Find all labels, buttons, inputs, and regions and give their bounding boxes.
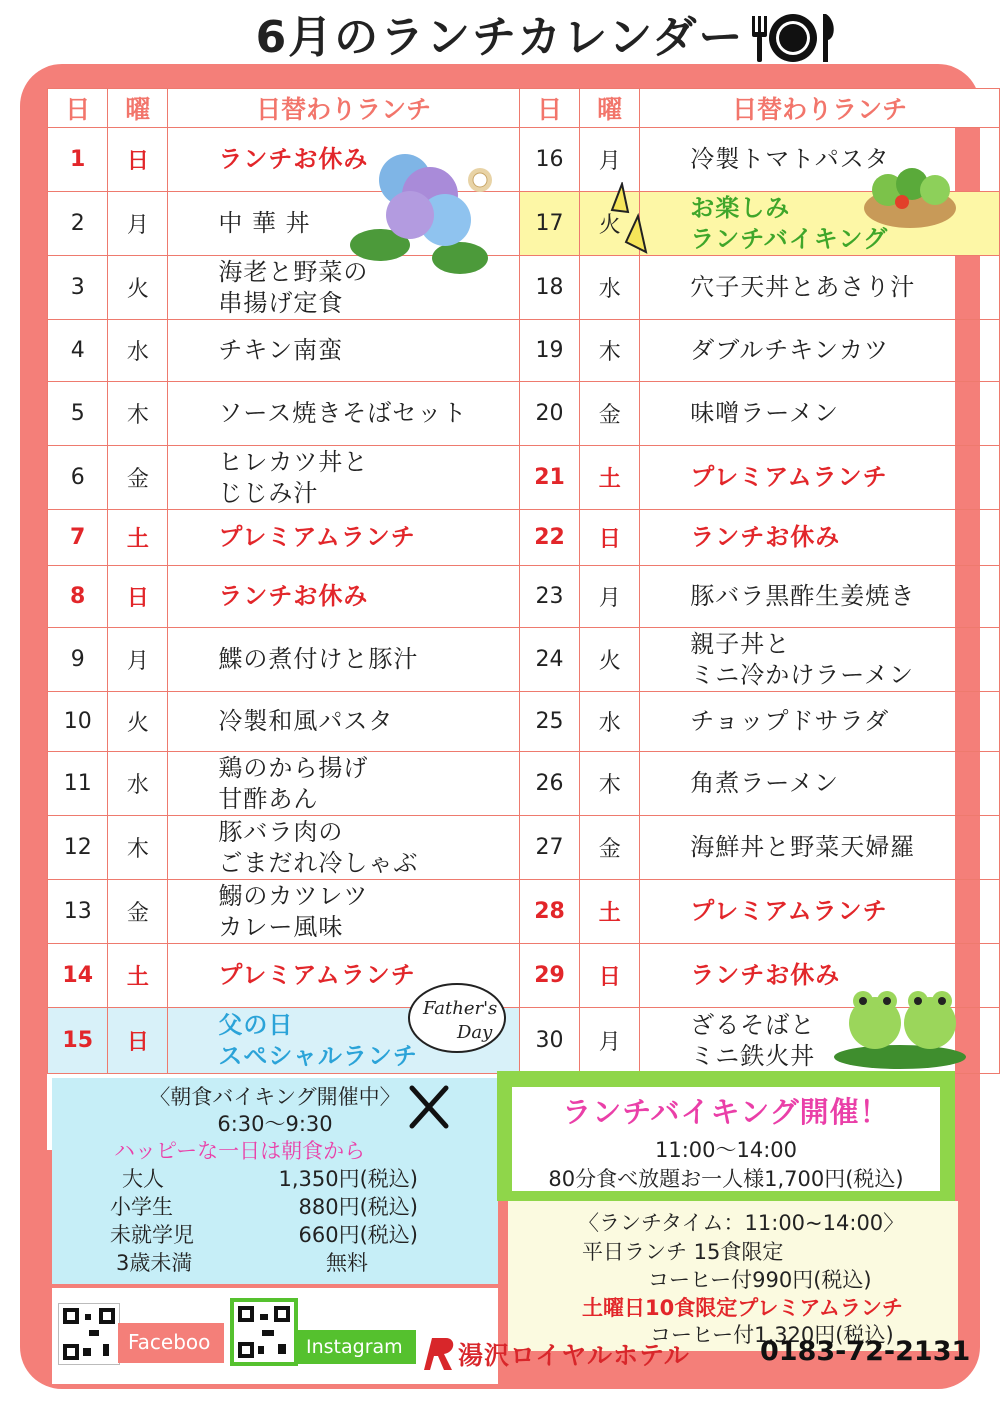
day-number: 19	[519, 320, 579, 382]
menu-line: 豚バラ黒酢生姜焼き	[690, 582, 916, 610]
weekday: 月	[108, 192, 168, 256]
fork-knife-icon	[408, 1084, 450, 1130]
day-number: 21	[519, 446, 579, 510]
day-number: 14	[48, 944, 108, 1008]
weekday: 木	[108, 816, 168, 880]
menu-line: お楽しみ	[690, 193, 791, 222]
menu-line: 海老と野菜の	[218, 257, 369, 286]
weekday: 水	[108, 752, 168, 816]
calendar-header-row	[48, 89, 1000, 128]
menu-cell	[168, 566, 519, 628]
sparkle-icon	[608, 182, 652, 254]
menu-cell	[640, 510, 1000, 566]
menu-line: プレミアムランチ	[690, 463, 888, 491]
menu-cell	[168, 692, 519, 752]
day-number: 11	[48, 752, 108, 816]
day-number: 3	[48, 256, 108, 320]
frogs-illustration	[830, 965, 975, 1070]
menu-line: ソース焼きそばセット	[218, 399, 468, 427]
instagram-link[interactable]: Instagram	[296, 1330, 416, 1364]
plate-cutlery-icon	[748, 12, 838, 64]
weekday: 金	[580, 816, 640, 880]
day-number: 10	[48, 692, 108, 752]
weekday: 火	[580, 192, 640, 256]
weekday: 月	[580, 1008, 640, 1074]
calendar-row	[48, 880, 1000, 944]
weekday: 水	[580, 692, 640, 752]
menu-cell	[640, 382, 1000, 446]
price-label: 未就学児	[110, 1223, 194, 1247]
facebook-link[interactable]: Faceboo	[118, 1323, 224, 1363]
day-number: 7	[48, 510, 108, 566]
menu-line: 親子丼と	[690, 629, 791, 658]
weekday: 日	[108, 566, 168, 628]
phone-number: 0183-72-2131	[760, 1336, 971, 1367]
weekday: 木	[580, 752, 640, 816]
day-number: 16	[519, 128, 579, 192]
day-number: 4	[48, 320, 108, 382]
menu-line: 角煮ラーメン	[690, 769, 840, 797]
menu-cell	[168, 752, 519, 816]
calendar-row	[48, 692, 1000, 752]
menu-line: ざるそばと	[690, 1010, 816, 1039]
breakfast-title: 〈朝食バイキング開催中〉	[149, 1085, 401, 1109]
price-value: 660円(税込)	[298, 1223, 418, 1247]
weekday: 月	[580, 566, 640, 628]
menu-line: ランチお休み	[690, 523, 841, 551]
menu-line: 中 華 丼	[218, 209, 311, 237]
weekday: 火	[108, 256, 168, 320]
menu-line: ダブルチキンカツ	[690, 336, 890, 364]
svg-text:Day: Day	[457, 1022, 493, 1043]
menu-line: ランチお休み	[218, 145, 369, 173]
menu-line: じじみ汁	[218, 478, 319, 507]
calendar-row	[48, 752, 1000, 816]
menu-cell	[640, 816, 1000, 880]
menu-line: 冷製トマトパスタ	[690, 145, 890, 173]
menu-line: ランチお休み	[218, 582, 369, 610]
menu-cell	[168, 320, 519, 382]
weekday: 木	[580, 320, 640, 382]
weekday: 土	[108, 944, 168, 1008]
instagram-qr-code[interactable]	[230, 1298, 298, 1366]
header-weekday: 曜	[108, 89, 168, 128]
qr-code-icon	[59, 1304, 119, 1364]
day-number: 15	[48, 1008, 108, 1074]
menu-line: 鶏のから揚げ	[218, 753, 369, 782]
calendar-row	[48, 446, 1000, 510]
weekday: 土	[580, 446, 640, 510]
menu-cell	[640, 752, 1000, 816]
price-label: 3歳未満	[116, 1251, 193, 1275]
calendar-row	[48, 382, 1000, 446]
day-number: 5	[48, 382, 108, 446]
menu-cell	[640, 320, 1000, 382]
menu-line: プレミアムランチ	[218, 523, 416, 551]
svg-text:Father's: Father's	[423, 998, 498, 1019]
menu-cell	[168, 628, 519, 692]
price-label: 小学生	[110, 1195, 173, 1219]
weekday: 日	[580, 510, 640, 566]
calendar-row	[48, 128, 1000, 192]
day-number: 9	[48, 628, 108, 692]
menu-line: ミニ冷かけラーメン	[690, 660, 915, 689]
weekday: 日	[108, 128, 168, 192]
day-number: 23	[519, 566, 579, 628]
day-number: 12	[48, 816, 108, 880]
lunch-time-title: 〈ランチタイム：11:00~14:00〉	[578, 1211, 905, 1235]
menu-cell	[168, 510, 519, 566]
menu-line: カレー風味	[218, 912, 344, 941]
breakfast-slogan: ハッピーな一日は朝食から	[114, 1139, 366, 1163]
menu-cell	[640, 628, 1000, 692]
menu-cell	[640, 256, 1000, 320]
day-number: 6	[48, 446, 108, 510]
calendar-row	[48, 628, 1000, 692]
weekday: 水	[108, 320, 168, 382]
weekday-lunch-price: コーヒー付990円(税込)	[648, 1268, 872, 1292]
header-menu: 日替わりランチ	[168, 89, 519, 128]
page-title: 6月のランチカレンダー	[255, 12, 745, 63]
menu-line: 穴子天丼とあさり汁	[690, 273, 916, 301]
weekday-lunch: 平日ランチ 15食限定	[582, 1240, 784, 1264]
calendar-body	[48, 128, 1000, 1074]
day-number: 27	[519, 816, 579, 880]
header-day: 日	[519, 89, 579, 128]
day-number: 1	[48, 128, 108, 192]
weekday: 月	[108, 628, 168, 692]
weekday: 火	[108, 692, 168, 752]
menu-line: 鰈の煮付けと豚汁	[218, 645, 419, 673]
day-number: 30	[519, 1008, 579, 1074]
menu-line: スペシャルランチ	[218, 1041, 418, 1070]
header-day: 日	[48, 89, 108, 128]
salad-bowl-illustration	[860, 168, 960, 230]
hotel-name: 湯沢ロイヤルホテル	[458, 1341, 690, 1370]
calendar-row	[48, 256, 1000, 320]
menu-line: 豚バラ肉の	[218, 817, 344, 846]
lunch-buffet-title: ランチバイキング開催！	[562, 1095, 890, 1129]
day-number: 26	[519, 752, 579, 816]
menu-cell	[168, 446, 519, 510]
calendar-row	[48, 566, 1000, 628]
weekday: 水	[580, 256, 640, 320]
day-number: 20	[519, 382, 579, 446]
day-number: 25	[519, 692, 579, 752]
hotel-logo-icon	[418, 1334, 458, 1372]
hydrangea-illustration	[350, 140, 500, 280]
menu-line: 串揚げ定食	[218, 288, 344, 317]
menu-line: ヒレカツ丼と	[218, 447, 369, 476]
calendar-row	[48, 192, 1000, 256]
menu-line: チョップドサラダ	[690, 707, 890, 735]
weekday: 土	[580, 880, 640, 944]
menu-line: プレミアムランチ	[690, 897, 888, 925]
menu-cell	[168, 880, 519, 944]
price-value: 880円(税込)	[298, 1195, 418, 1219]
weekday: 木	[108, 382, 168, 446]
saturday-lunch-price: コーヒー付1,320円(税込)	[650, 1323, 894, 1347]
fathers-day-badge	[405, 966, 510, 1076]
calendar-row	[48, 816, 1000, 880]
menu-line: ミニ鉄火丼	[690, 1041, 816, 1070]
qr-code-icon	[234, 1302, 294, 1362]
price-value: 1,350円(税込)	[278, 1167, 418, 1191]
weekday: 日	[108, 1008, 168, 1074]
lunch-buffet-hours: 11:00〜14:00	[654, 1138, 798, 1162]
menu-cell	[168, 816, 519, 880]
day-number: 2	[48, 192, 108, 256]
price-label: 大人	[122, 1167, 164, 1191]
saturday-premium-lunch: 土曜日10食限定プレミアムランチ	[582, 1296, 903, 1320]
calendar-row	[48, 320, 1000, 382]
menu-line: ごまだれ冷しゃぶ	[218, 848, 419, 877]
weekday: 金	[108, 446, 168, 510]
menu-line: プレミアムランチ	[218, 961, 416, 989]
weekday: 火	[580, 628, 640, 692]
day-number: 18	[519, 256, 579, 320]
menu-cell	[640, 446, 1000, 510]
menu-cell	[640, 566, 1000, 628]
menu-line: チキン南蛮	[218, 336, 344, 364]
weekday: 土	[108, 510, 168, 566]
menu-line: 味噌ラーメン	[690, 399, 840, 427]
menu-line: 鰯のカツレツ	[218, 881, 369, 910]
day-number: 24	[519, 628, 579, 692]
calendar-row	[48, 510, 1000, 566]
day-number: 17	[519, 192, 579, 256]
day-number: 22	[519, 510, 579, 566]
header-weekday: 曜	[580, 89, 640, 128]
menu-cell	[168, 382, 519, 446]
menu-line: 冷製和風パスタ	[218, 707, 394, 735]
menu-line: ランチバイキング	[690, 224, 889, 253]
lunch-buffet-detail: 80分食べ放題お一人様1,700円(税込)	[548, 1167, 904, 1191]
breakfast-hours: 6:30〜9:30	[217, 1112, 333, 1136]
day-number: 13	[48, 880, 108, 944]
day-number: 28	[519, 880, 579, 944]
facebook-qr-code[interactable]	[58, 1303, 120, 1365]
weekday: 金	[108, 880, 168, 944]
menu-cell	[640, 880, 1000, 944]
day-number: 8	[48, 566, 108, 628]
header-menu: 日替わりランチ	[640, 89, 1000, 128]
day-number: 29	[519, 944, 579, 1008]
lunch-calendar-table	[47, 88, 1000, 1074]
price-value: 無料	[326, 1251, 368, 1275]
menu-cell	[640, 692, 1000, 752]
menu-line: 父の日	[218, 1010, 294, 1039]
menu-line: 甘酢あん	[218, 784, 319, 813]
weekday: 月	[580, 128, 640, 192]
menu-line: ランチお休み	[690, 961, 841, 989]
weekday: 金	[580, 382, 640, 446]
menu-line: 海鮮丼と野菜天婦羅	[690, 833, 916, 861]
weekday: 日	[580, 944, 640, 1008]
